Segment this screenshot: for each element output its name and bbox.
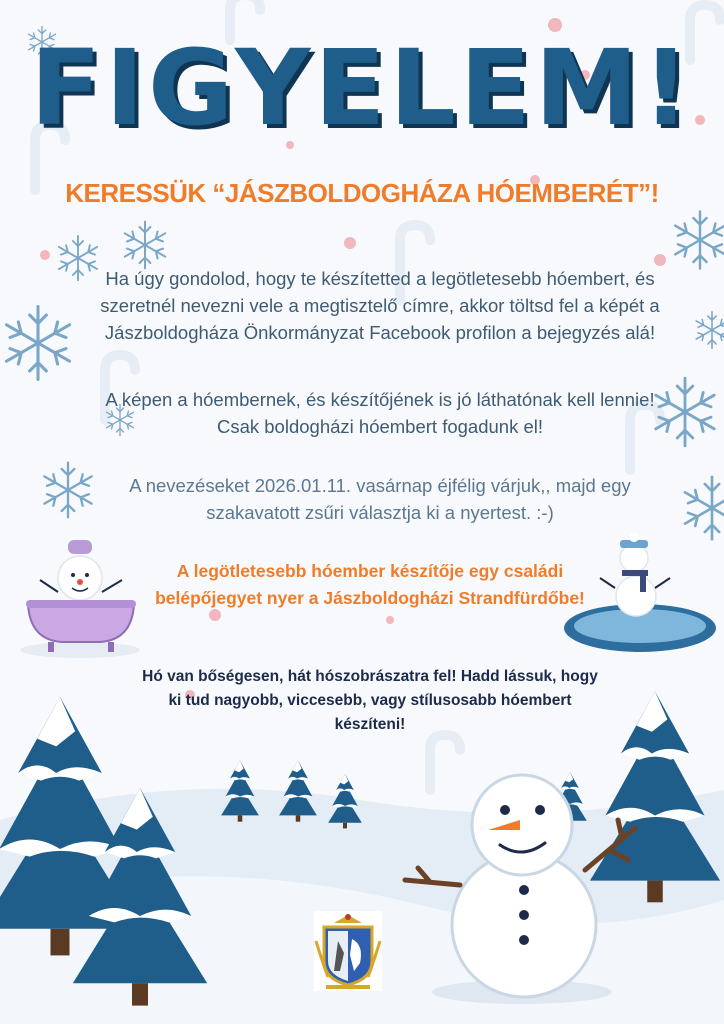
prize-announcement: A legötletesebb hóember készítője egy családi belépőjegyet nyer a Jászboldogházi Strandfürdőbe! [155,561,585,608]
intro-paragraph: Ha úgy gondolod, hogy te készítetted a legötletesebb hóembert, és szeretnél nevezni vele a megtisztelő címre, akkor töltsd fel a képét a Jászboldogháza Önkormányzat Facebook profilon a bejegyzés alá! [100,268,660,343]
snowman-bathtub-icon [20,540,140,658]
deadline-paragraph: A nevezéseket 2026.01.11. vasárnap éjfélig várjuk,, majd egy szakavatott zsűri választja ki a nyertest. :-) [129,475,631,523]
requirements-paragraph: A képen a hóembernek, és készítőjének is jó láthatónak kell lennie! Csak boldogházi hóembert fogadunk el! [105,389,655,437]
page-title: FIGYELEM! [30,27,694,149]
coat-of-arms-icon [314,911,382,991]
page-subtitle: KERESSÜK “JÁSZBOLDOGHÁZA HÓEMBERÉT”! [65,178,659,208]
closing-call-to-action: Hó van bőségesen, hát hószobrászatra fel! Hadd lássuk, hogy ki tud nagyobb, viccesebb, vagy stílusosabb hóembert készíteni! [142,668,598,733]
